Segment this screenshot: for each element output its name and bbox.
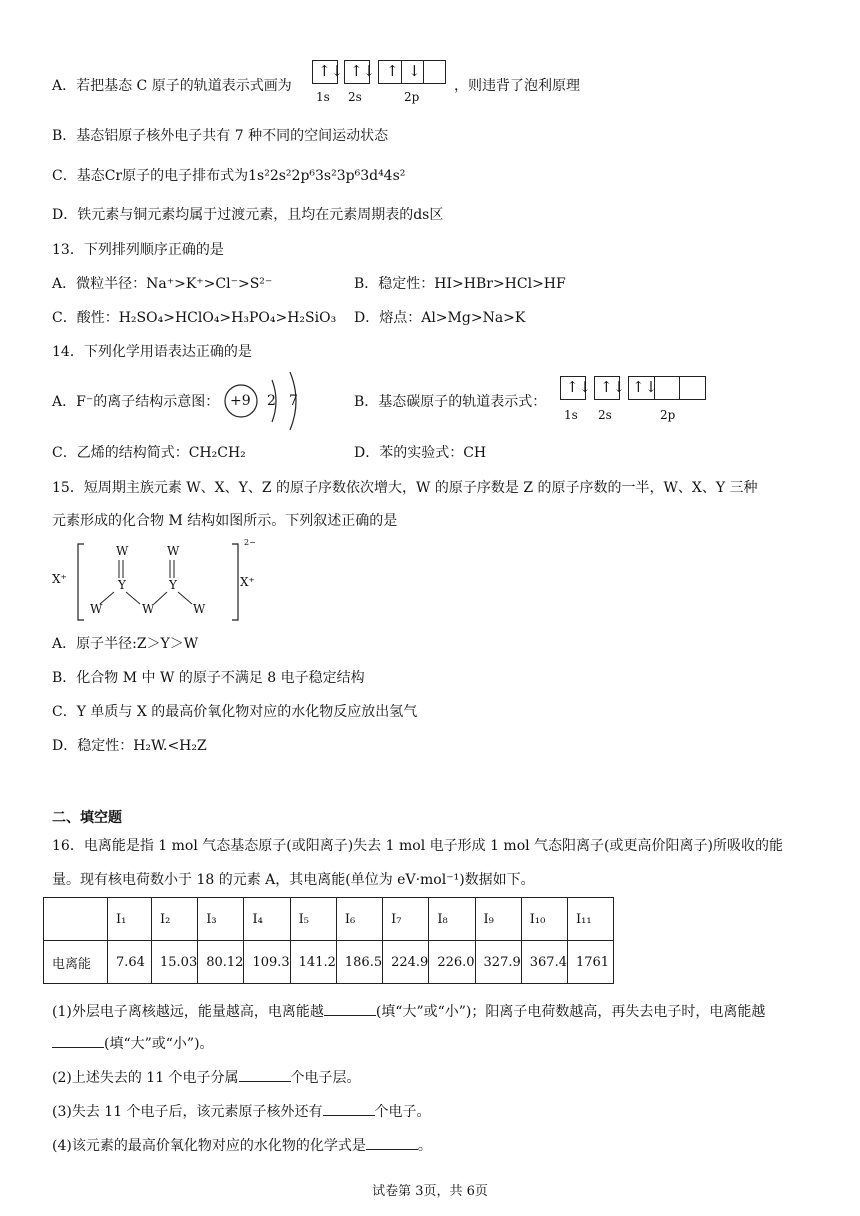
atom-w-top1: W [116, 544, 129, 558]
table-header: I₉ [475, 898, 521, 941]
q16-stem-line1: 16．电离能是指 1 mol 气态基态原子(或阳离子)失去 1 mol 电子形成 1 mol 气态阳离子(或更高价阳离子)所吸收的能 [52, 838, 783, 854]
page-footer: 试卷第 3页，共 6页 [372, 1184, 488, 1199]
table-header: I₁ [108, 898, 152, 941]
q13-option-c: C．酸性：H₂SO₄>HClO₄>H₃PO₄>H₂SiO₃ [52, 310, 337, 326]
table-cell: 109.3 [244, 941, 290, 984]
q12-option-d: D．铁元素与铜元素均属于过渡元素，且均在元素周期表的ds区 [52, 207, 444, 223]
table-header-row [44, 898, 614, 941]
shell-1-electrons: 2 [267, 393, 276, 409]
q16-sub4: (4)该元素的最高价氧化物对应的水化物的化学式是 。 [52, 1135, 432, 1156]
ionization-energy-table [43, 897, 614, 984]
q13-stem: 13．下列排列顺序正确的是 [52, 242, 224, 258]
table-cell: 1761 [567, 941, 613, 984]
cation-x-right: X⁺ [240, 575, 255, 589]
table-corner-cell [44, 898, 108, 941]
q15-stem-line2: 元素形成的化合物 M 结构如图所示。下列叙述正确的是 [52, 513, 398, 529]
table-cell: 226.0 [429, 941, 475, 984]
cr-electron-config: 1s²2s²2p⁶3s²3p⁶3d⁴4s² [248, 168, 406, 184]
atom-w-bottom1: W [90, 602, 103, 616]
table-header: I₅ [290, 898, 336, 941]
table-cell: 186.5 [336, 941, 382, 984]
atom-y2: Y [169, 578, 177, 592]
atom-y1: Y [118, 578, 126, 592]
anion-charge: 2− [244, 538, 256, 547]
table-header: I₄ [244, 898, 290, 941]
atom-w-bottom2: W [142, 602, 155, 616]
table-cell: 7.64 [108, 941, 152, 984]
orbital-label-2p: 2p [660, 408, 676, 422]
orbital-label-2p: 2p [404, 90, 420, 104]
orbital-box-1s: ↑↓ [312, 60, 338, 84]
answer-blank-2[interactable] [52, 1033, 104, 1048]
answer-blank-4[interactable] [323, 1101, 375, 1116]
table-cell: 15.03 [152, 941, 198, 984]
q16-sub1-line2: (填“大”或“小”)。 [52, 1033, 214, 1054]
table-cell: 367.4 [521, 941, 567, 984]
q13-option-a: A．微粒半径：Na⁺>K⁺>Cl⁻>S²⁻ [52, 276, 273, 292]
q15-stem-line1: 15．短周期主族元素 W、X、Y、Z 的原子序数依次增大，W 的原子序数是 Z 的原子序数的一半，W、X、Y 三种 [52, 480, 758, 496]
orbital-box-2p: ↑ ↓ [378, 60, 446, 84]
q16-sub1-line1: (1)外层电子离核越远，能量越高，电离能越 (填“大”或“小”)；阳离子电荷数越高，再失去电子时，电离能越 [52, 1001, 765, 1022]
table-header: I₇ [383, 898, 429, 941]
q14-option-d: D．苯的实验式：CH [354, 445, 487, 461]
orbital-label-1s: 1s [316, 90, 330, 104]
table-cell: 80.12 [198, 941, 244, 984]
nucleus-charge: +9 [230, 393, 251, 409]
orbital-box-2p: ↑↓ [628, 376, 706, 400]
atom-w-bottom3: W [193, 602, 206, 616]
q15-option-c: C．Y 单质与 X 的最高价氧化物对应的水化物反应放出氢气 [52, 704, 418, 720]
orbital-label-1s: 1s [564, 408, 578, 422]
q12-option-a-tail: ，则违背了泡利原理 [454, 78, 580, 94]
answer-blank-1[interactable] [324, 1001, 376, 1016]
orbital-box-1s: ↑↓ [560, 376, 586, 400]
orbital-box-2s: ↑↓ [344, 60, 370, 84]
table-row [44, 941, 614, 984]
q16-sub2: (2)上述失去的 11 个电子分属 个电子层。 [52, 1067, 361, 1088]
answer-blank-5[interactable] [366, 1135, 418, 1150]
q14-stem: 14．下列化学用语表达正确的是 [52, 344, 252, 360]
q14-orbital-diagram [560, 376, 710, 426]
atom-w-top2: W [167, 544, 180, 558]
answer-blank-3[interactable] [239, 1067, 291, 1082]
q15-option-b: B．化合物 M 中 W 的原子不满足 8 电子稳定结构 [52, 670, 365, 686]
table-header: I₈ [429, 898, 475, 941]
table-cell: 224.9 [383, 941, 429, 984]
q12-option-c: C．基态Cr原子的电子排布式为1s²2s²2p⁶3s²3p⁶3d⁴4s² [52, 168, 406, 184]
cation-x-left: X⁺ [52, 572, 67, 586]
q13-option-d: D．熔点：Al>Mg>Na>K [354, 310, 526, 326]
orbital-label-2s: 2s [348, 90, 362, 104]
section-heading: 二、填空题 [52, 810, 122, 826]
q13-option-b: B．稳定性：HI>HBr>HCl>HF [354, 276, 566, 292]
q16-stem-line2: 量。现有核电荷数小于 18 的元素 A，其电离能(单位为 eV·mol⁻¹)数据如下。 [52, 872, 535, 888]
q14-option-a: A．F⁻的离子结构示意图： [52, 394, 220, 410]
q15-option-a: A．原子半径:Z＞Y＞W [52, 636, 199, 652]
table-cell: 327.9 [475, 941, 521, 984]
q12-orbital-diagram [312, 60, 452, 110]
orbital-box-2s: ↑↓ [594, 376, 620, 400]
q12-option-a: A．若把基态 C 原子的轨道表示式画为 [52, 78, 292, 94]
table-header: I₃ [198, 898, 244, 941]
table-header: I₆ [336, 898, 382, 941]
table-header: I₁₀ [521, 898, 567, 941]
shell-2-electrons: 7 [289, 393, 298, 409]
row-label: 电离能 [44, 941, 108, 984]
q14-option-c: C．乙烯的结构简式：CH₂CH₂ [52, 445, 246, 461]
table-header: I₂ [152, 898, 198, 941]
table-header: I₁₁ [567, 898, 613, 941]
q16-sub3: (3)失去 11 个电子后，该元素原子核外还有 个电子。 [52, 1101, 431, 1122]
q15-option-d: D．稳定性：H₂W.<H₂Z [52, 738, 207, 754]
q12-option-b: B．基态铝原子核外电子共有 7 种不同的空间运动状态 [52, 128, 389, 144]
table-cell: 141.2 [290, 941, 336, 984]
q14-option-b: B．基态碳原子的轨道表示式： [354, 394, 547, 410]
orbital-label-2s: 2s [598, 408, 612, 422]
